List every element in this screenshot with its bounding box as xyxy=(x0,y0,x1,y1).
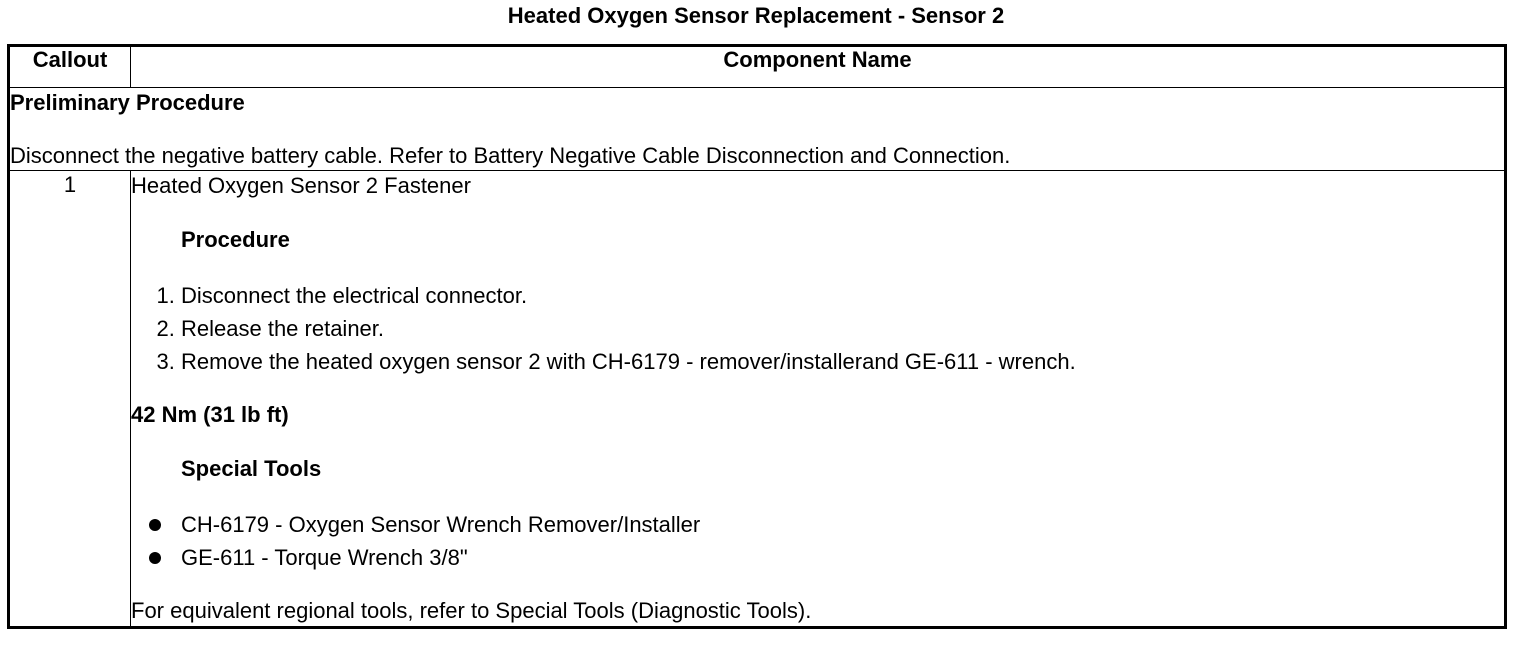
procedure-heading: Procedure xyxy=(181,227,290,252)
tool-label: GE-611 - Torque Wrench 3/8" xyxy=(181,545,468,570)
component-name-column-header: Component Name xyxy=(131,46,1506,88)
procedure-step: 3. Remove the heated oxygen sensor 2 with CH-6179 - remover/installerand GE-611 - wrench. xyxy=(181,345,1504,378)
procedure-step: 2. Release the retainer. xyxy=(181,312,1504,345)
document-title: Heated Oxygen Sensor Replacement - Sensor 2 xyxy=(507,3,1005,28)
bullet-icon xyxy=(149,552,161,564)
regional-tools-note: For equivalent regional tools, refer to Special Tools (Diagnostic Tools). xyxy=(131,598,812,623)
preliminary-cell xyxy=(9,88,1506,171)
table-header-row xyxy=(9,46,1506,88)
procedure-table xyxy=(7,44,1507,629)
special-tools-list xyxy=(131,508,1504,574)
callout-column-header: Callout xyxy=(9,46,131,88)
callout-number: 1 xyxy=(9,171,131,628)
preliminary-row xyxy=(9,88,1506,171)
tool-label: CH-6179 - Oxygen Sensor Wrench Remover/Installer xyxy=(181,512,701,537)
table-row xyxy=(9,171,1506,628)
procedure-steps-list xyxy=(131,279,1504,378)
special-tools-heading: Special Tools xyxy=(181,456,322,481)
list-item xyxy=(181,541,1504,574)
bullet-icon xyxy=(149,519,161,531)
list-item xyxy=(181,508,1504,541)
procedure-step: 1. Disconnect the electrical connector. xyxy=(181,279,1504,312)
torque-spec: 42 Nm (31 lb ft) xyxy=(131,402,289,427)
preliminary-procedure-title: Preliminary Procedure xyxy=(10,90,245,115)
component-cell xyxy=(131,171,1506,628)
component-name: Heated Oxygen Sensor 2 Fastener xyxy=(131,173,471,198)
preliminary-procedure-text: Disconnect the negative battery cable. Refer to Battery Negative Cable Disconnection and Connection. xyxy=(10,143,1011,168)
